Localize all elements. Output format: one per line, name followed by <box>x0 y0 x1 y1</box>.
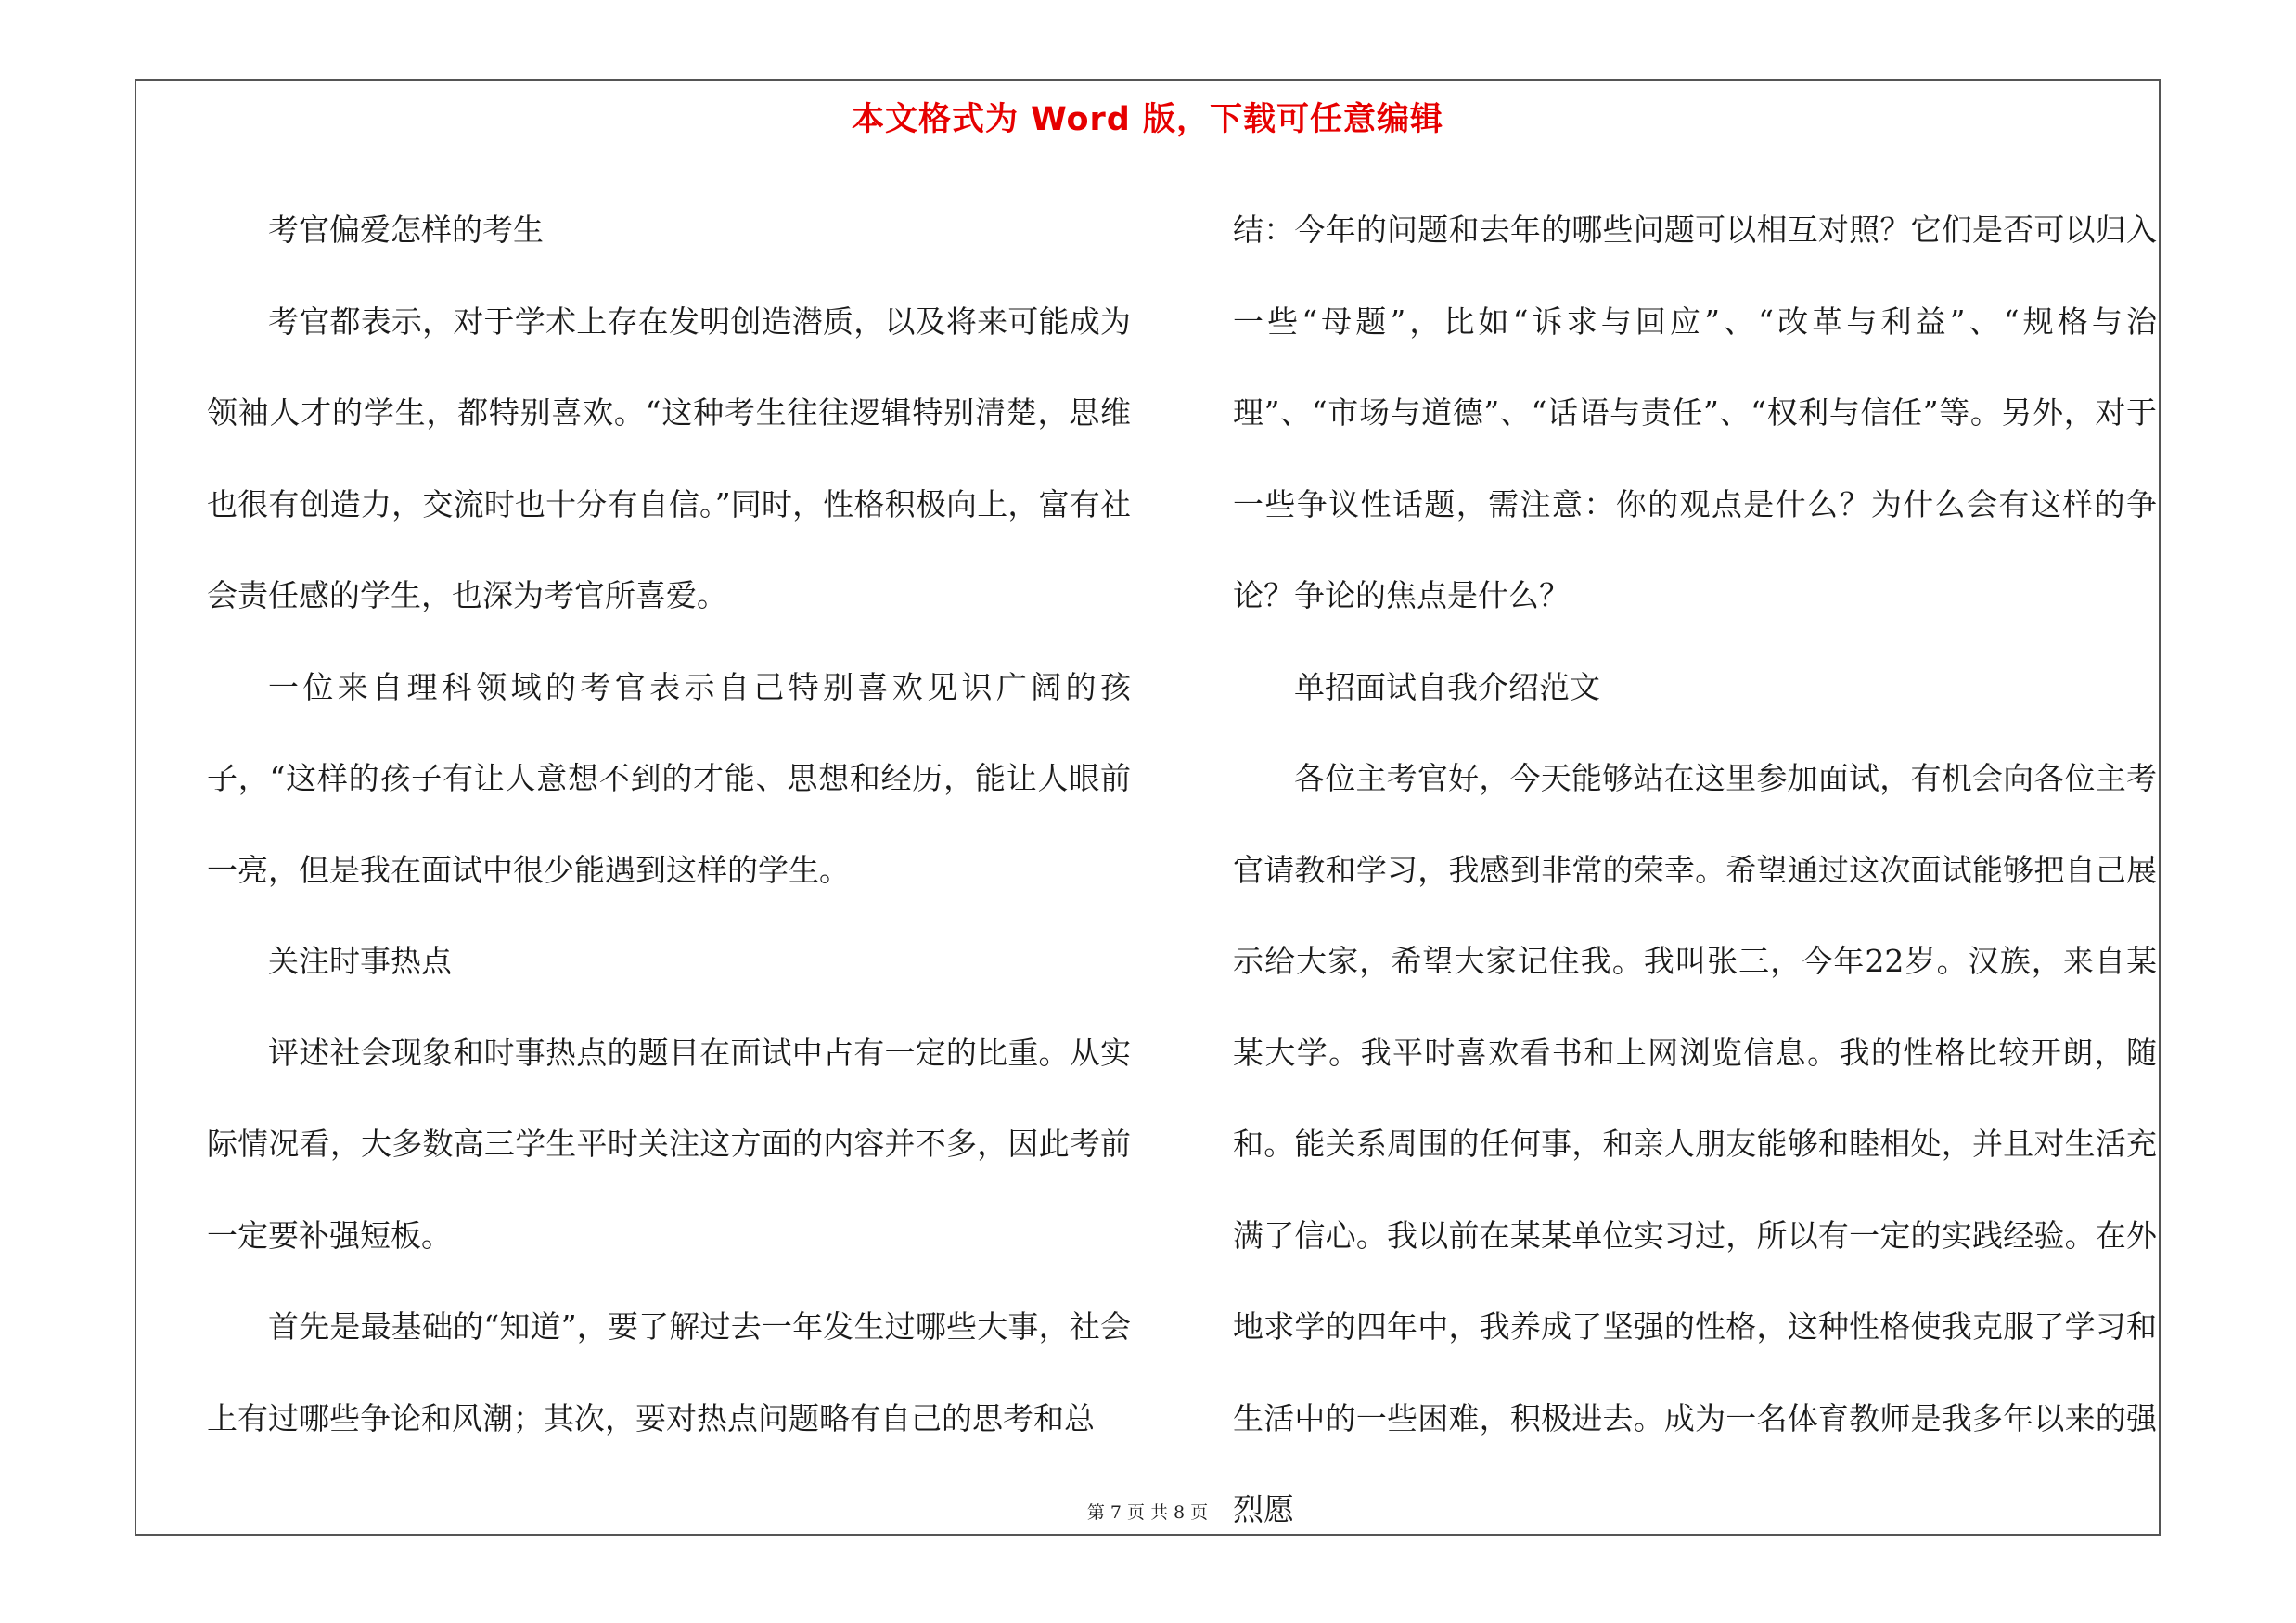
format-banner: 本文格式为 Word 版，下载可任意编辑 <box>851 101 1444 138</box>
paragraph: 一位来自理科领域的考官表示自己特别喜欢见识广阔的孩子，“这样的孩子有让人意想不到的才能、思想和经历，能让人眼前一亮，但是我在面试中很少能遇到这样的学生。 <box>207 668 1131 888</box>
paragraph: 各位主考官好，今天能够站在这里参加面试，有机会向各位主考官请教和学习，我感到非常的荣幸。希望通过这次面试能够把自己展示给大家，希望大家记住我。我叫张三，今年22岁。汉族，来自某某大学。我平时喜欢看书和上网浏览信息。我的性格比较开朗，随和。能关系周围的任何事，和亲人朋友能够和睦相处，并且对生活充满了信心。我以前在某某单位实习过，所以有一定的实践经验。在外地求学的四年中，我养成了坚强的性格，这种性格使我克服了学习和生活中的一些困难，积极进去。成为一名体育教师是我多年以来的强烈愿 <box>1233 760 2157 1527</box>
page-number: 第 7 页 共 8 页 <box>1086 1502 1209 1523</box>
page-frame <box>135 79 2161 1536</box>
section-heading: 关注时事热点 <box>268 943 452 979</box>
left-column <box>207 185 1131 1464</box>
right-column <box>1233 185 2157 1556</box>
section-heading: 考官偏爱怎样的考生 <box>268 212 544 248</box>
paragraph: 评述社会现象和时事热点的题目在面试中占有一定的比重。从实际情况看，大多数高三学生平时关注这方面的内容并不多，因此考前一定要补强短板。 <box>207 1034 1131 1254</box>
paragraph-continuation: 结：今年的问题和去年的哪些问题可以相互对照？它们是否可以归入一些“母题”，比如“诉求与回应”、“改革与利益”、“规格与治理”、“市场与道德”、“话语与责任”、“权利与信任”等。另外，对于一些争议性话题，需注意：你的观点是什么？为什么会有这样的争论？争论的焦点是什么？ <box>1233 212 2157 613</box>
section-heading: 单招面试自我介绍范文 <box>1294 668 1600 705</box>
paragraph: 首先是最基础的“知道”，要了解过去一年发生过哪些大事，社会上有过哪些争论和风潮；其次，要对热点问题略有自己的思考和总 <box>207 1308 1131 1436</box>
paragraph: 考官都表示，对于学术上存在发明创造潜质，以及将来可能成为领袖人才的学生，都特别喜欢。“这种考生往往逻辑特别清楚，思维也很有创造力，交流时也十分有自信。”同时，性格积极向上，富有社会责任感的学生，也深为考官所喜爱。 <box>207 303 1131 613</box>
